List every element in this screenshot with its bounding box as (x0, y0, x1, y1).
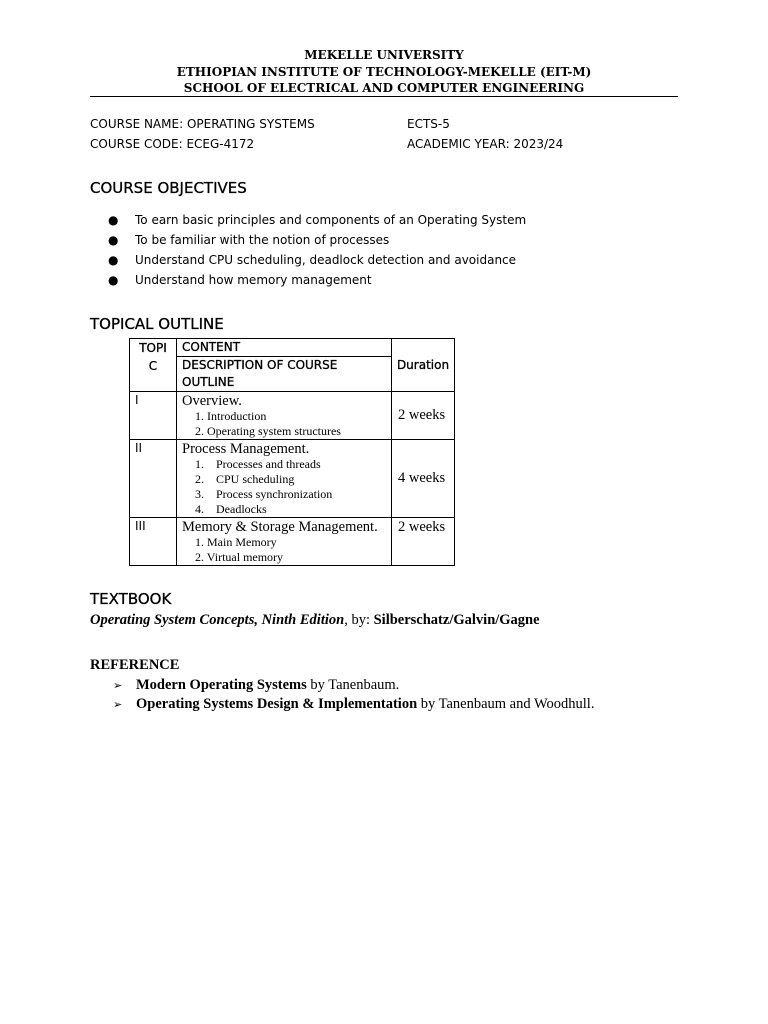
objective-item (108, 210, 526, 230)
subtopic-item (195, 535, 391, 550)
bullet-icon: ● (108, 273, 119, 287)
topic-title: Overview. (182, 393, 242, 409)
subtopic-item (195, 424, 391, 439)
textbook-title: Operating System Concepts, Ninth Edition (90, 612, 345, 628)
course-name: COURSE NAME: OPERATING SYSTEMS (90, 117, 315, 131)
subtopic-text: Processes and threads (216, 457, 321, 471)
topic-number: III (130, 518, 177, 566)
topic-title: Memory & Storage Management. (182, 519, 378, 535)
subtopic-item (195, 472, 391, 487)
objective-text: To earn basic principles and components of an Operating System (135, 213, 527, 227)
topic-header (130, 339, 177, 392)
subtopic-item (195, 409, 391, 424)
arrow-bullet-icon: ➢ (113, 698, 123, 711)
content-header: CONTENT (177, 339, 392, 357)
course-code: COURSE CODE: ECEG-4172 (90, 137, 255, 151)
objectives-list (108, 210, 526, 290)
outline-heading: TOPICAL OUTLINE (90, 315, 224, 333)
reference-item (113, 695, 594, 714)
subtopic-number: 4. (195, 502, 204, 516)
bullet-icon: ● (108, 213, 119, 227)
school-name: SCHOOL OF ELECTRICAL AND COMPUTER ENGINEERING (183, 81, 585, 95)
subtopic-item (195, 457, 391, 472)
subtopic-text: Virtual memory (206, 550, 284, 564)
table-header-row (130, 339, 455, 357)
subtopic-item (195, 487, 391, 502)
academic-year: ACADEMIC YEAR: 2023/24 (407, 137, 564, 151)
duration-header: Duration (392, 339, 455, 392)
reference-author: by Tanenbaum and Woodhull. (417, 696, 595, 712)
subtopic-number: 3. (195, 487, 204, 501)
duration-cell: 2 weeks (392, 392, 455, 440)
subtopic-number: 1. (195, 535, 204, 549)
topic-number: II (130, 440, 177, 518)
table-row (130, 518, 455, 566)
objective-text: To be familiar with the notion of processes (135, 233, 390, 247)
institute-name: ETHIOPIAN INSTITUTE OF TECHNOLOGY-MEKELLE (EIT-M) (176, 64, 592, 79)
subtopic-number: 2. (195, 472, 204, 486)
textbook-entry (90, 612, 540, 629)
outline-table (129, 338, 455, 566)
content-cell (177, 392, 392, 440)
bullet-icon: ● (108, 253, 119, 267)
subtopic-number: 2. (195, 550, 204, 564)
topic-header-line1: TOPI (139, 341, 167, 355)
subtopic-number: 1. (195, 409, 204, 423)
duration-cell: 4 weeks (392, 440, 455, 518)
objective-text: Understand CPU scheduling, deadlock detection and avoidance (135, 253, 517, 267)
topic-title: Process Management. (182, 441, 310, 457)
reference-list (113, 676, 594, 714)
course-ects: ECTS-5 (407, 117, 450, 131)
reference-title: Operating Systems Design & Implementation (136, 696, 418, 712)
table-row (130, 440, 455, 518)
textbook-heading: TEXTBOOK (90, 590, 172, 608)
reference-heading: REFERENCE (90, 657, 180, 673)
table-row (130, 392, 455, 440)
subtopic-text: Introduction (207, 409, 267, 423)
subtopic-text: Deadlocks (216, 502, 267, 516)
topic-header-line2: C (148, 359, 158, 373)
objective-text: Understand how memory management (135, 273, 372, 287)
subtopic-text: CPU scheduling (216, 472, 295, 486)
subtopic-item (195, 502, 391, 517)
document-header (90, 47, 678, 97)
subtopic-item (195, 550, 391, 565)
textbook-by: , by: (344, 612, 374, 628)
subtopic-number: 1. (195, 457, 204, 471)
subtopic-text: Process synchronization (216, 487, 333, 501)
reference-item (113, 676, 594, 695)
textbook-authors: Silberschatz/Galvin/Gagne (373, 612, 540, 628)
topic-number: I (130, 392, 177, 440)
subtopic-number: 2. (195, 424, 204, 438)
university-name: MEKELLE UNIVERSITY (304, 48, 464, 62)
objective-item (108, 250, 526, 270)
header-divider (90, 96, 678, 97)
reference-author: by Tanenbaum. (306, 677, 400, 693)
subtopic-text: Main Memory (207, 535, 277, 549)
content-cell (177, 518, 392, 566)
arrow-bullet-icon: ➢ (113, 679, 123, 692)
objectives-heading: COURSE OBJECTIVES (90, 179, 247, 197)
course-info-left (90, 114, 315, 154)
reference-title: Modern Operating Systems (136, 677, 307, 693)
objective-item (108, 270, 526, 290)
subtopic-text: Operating system structures (207, 424, 341, 438)
bullet-icon: ● (108, 233, 119, 247)
duration-cell: 2 weeks (392, 518, 455, 566)
content-cell (177, 440, 392, 518)
description-header: DESCRIPTION OF COURSE OUTLINE (177, 357, 392, 392)
course-info-right (407, 114, 563, 154)
objective-item (108, 230, 526, 250)
